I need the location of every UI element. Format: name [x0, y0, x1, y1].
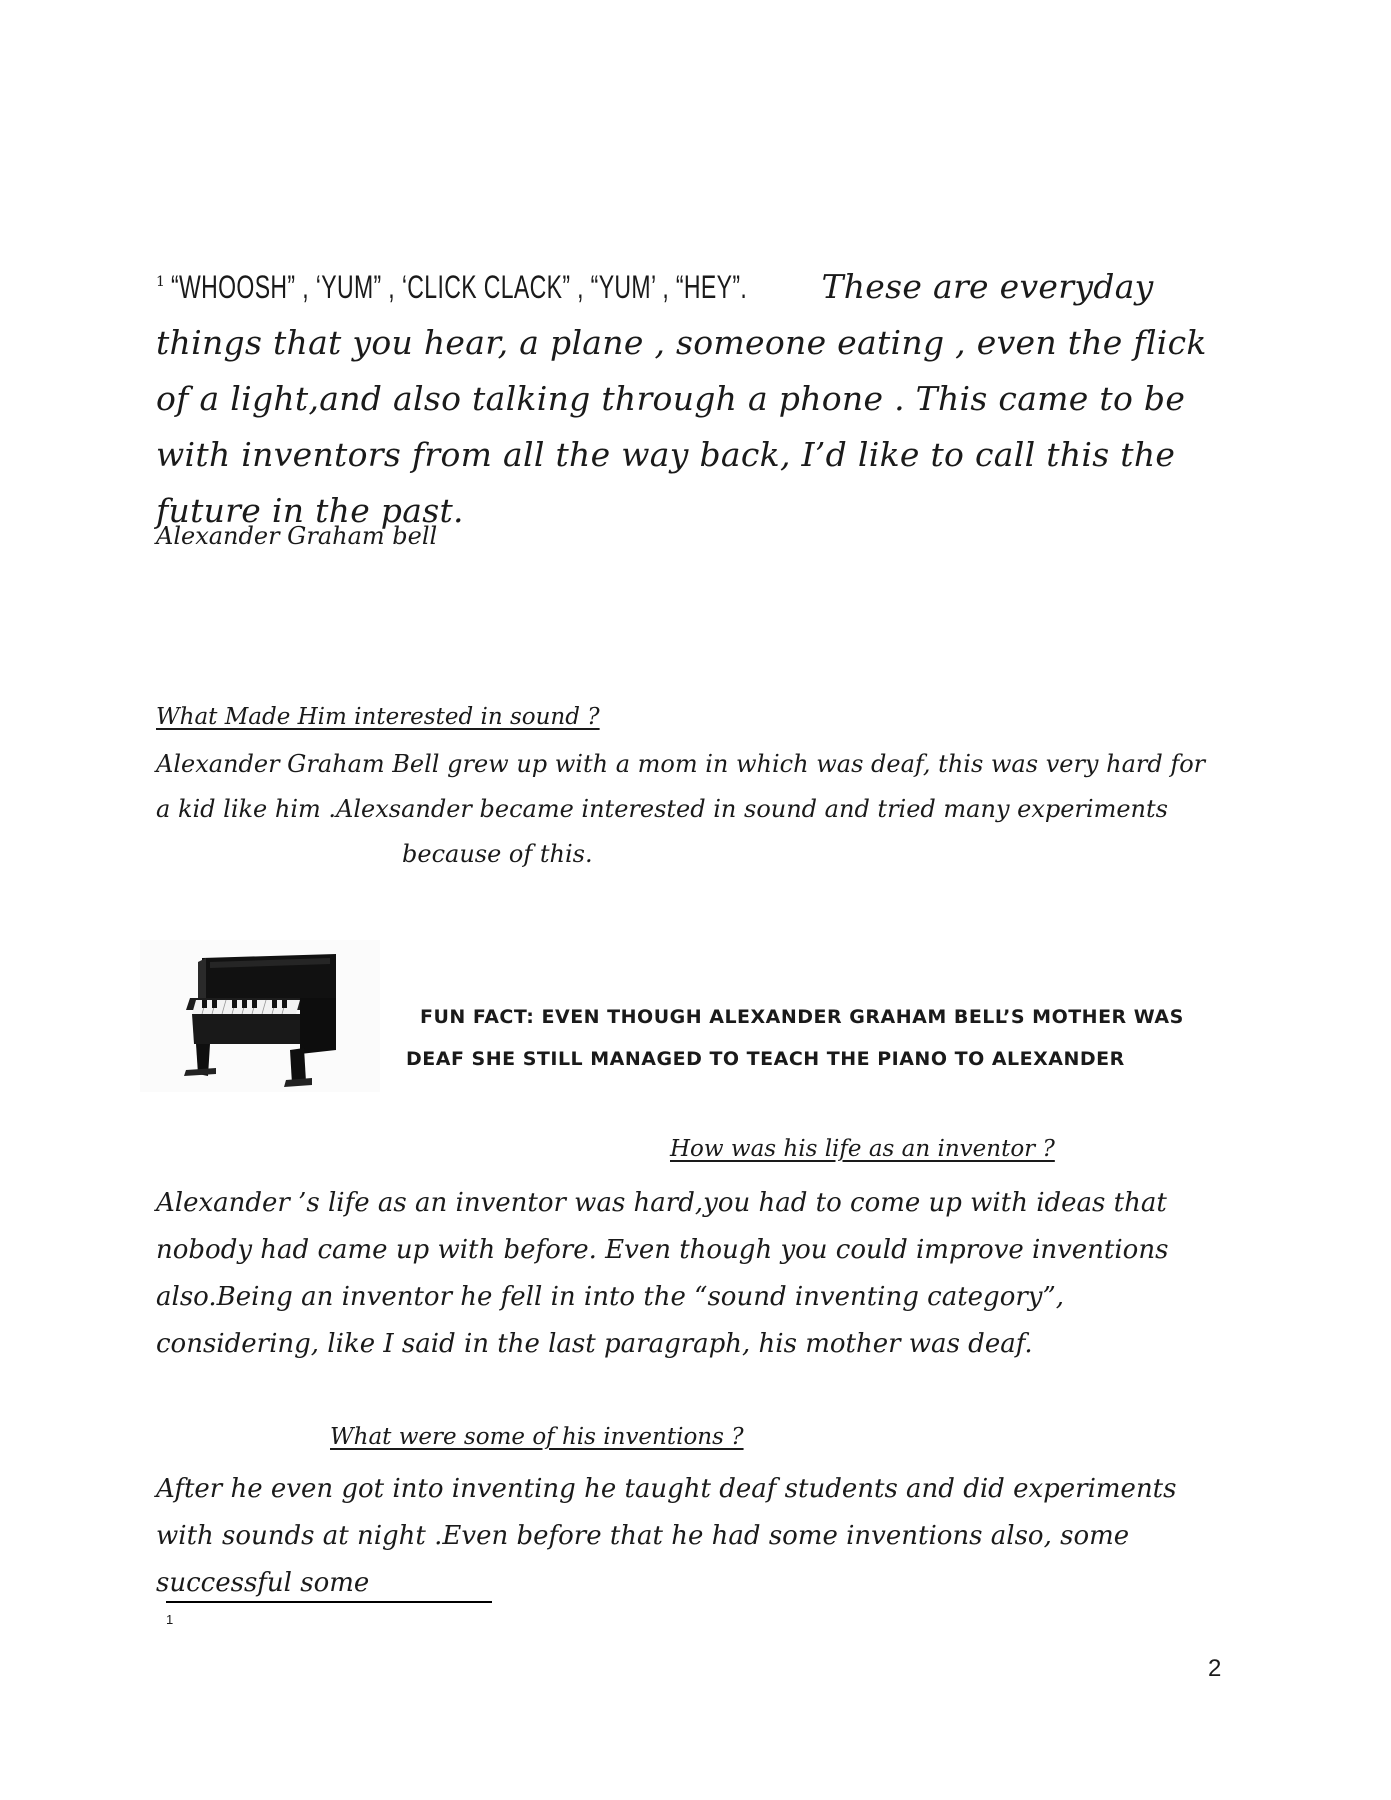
section-heading-life: How was his life as an inventor ? [670, 1136, 1055, 1162]
piano-icon [140, 940, 380, 1092]
section-body-indented-text: because of this. [402, 840, 593, 868]
fun-fact-line-1: FUN FACT: EVEN THOUGH ALEXANDER GRAHAM BELL’S MOTHER WAS [420, 1006, 1184, 1028]
footnote-divider [166, 1601, 492, 1603]
section-heading-interest: What Made Him interested in sound ? [156, 704, 600, 730]
subject-name: Alexander Graham bell [156, 522, 438, 550]
section-heading-inventions: What were some of his inventions ? [330, 1424, 744, 1450]
page-number: 2 [1208, 1655, 1222, 1682]
footnote-number: 1 [166, 1612, 174, 1627]
piano-image [140, 940, 380, 1092]
sound-words: “WHOOSH” , ‘YUM” , ‘CLICK CLACK” , “YUM’ , “HEY”. [171, 269, 748, 305]
section-body-inventions: After he even got into inventing he taught deaf students and did experiments with sounds at night .Even before that he had some inventions also, some successful some [156, 1474, 1177, 1598]
section-body-interest [156, 742, 1226, 877]
fun-fact-line-2: DEAF SHE STILL MANAGED TO TEACH THE PIANO TO ALEXANDER [406, 1048, 1125, 1070]
footnote-reference: 1 [156, 274, 166, 290]
section-body-text: Alexander Graham Bell grew up with a mom in which was deaf, this was very hard for a kid like him .Alexsander became interested in sound and tried many experiments [156, 750, 1206, 823]
section-body-life: Alexander ’s life as an inventor was hard,you had to come up with ideas that nobody had came up with before. Even though you could improve inventions also.Being an inventor he fell in into the “sound inventing category”, considering, like I said in the last paragraph, his mother was deaf. [156, 1188, 1169, 1359]
intro-paragraph [156, 254, 1226, 539]
fun-fact [406, 996, 1266, 1080]
intro-text: These are everyday things that you hear, a plane , someone eating , even the flick of a light,and also talking through a phone . This came to be with inventors from all the way back, I’d like to call this the future in the past. [156, 267, 1207, 530]
